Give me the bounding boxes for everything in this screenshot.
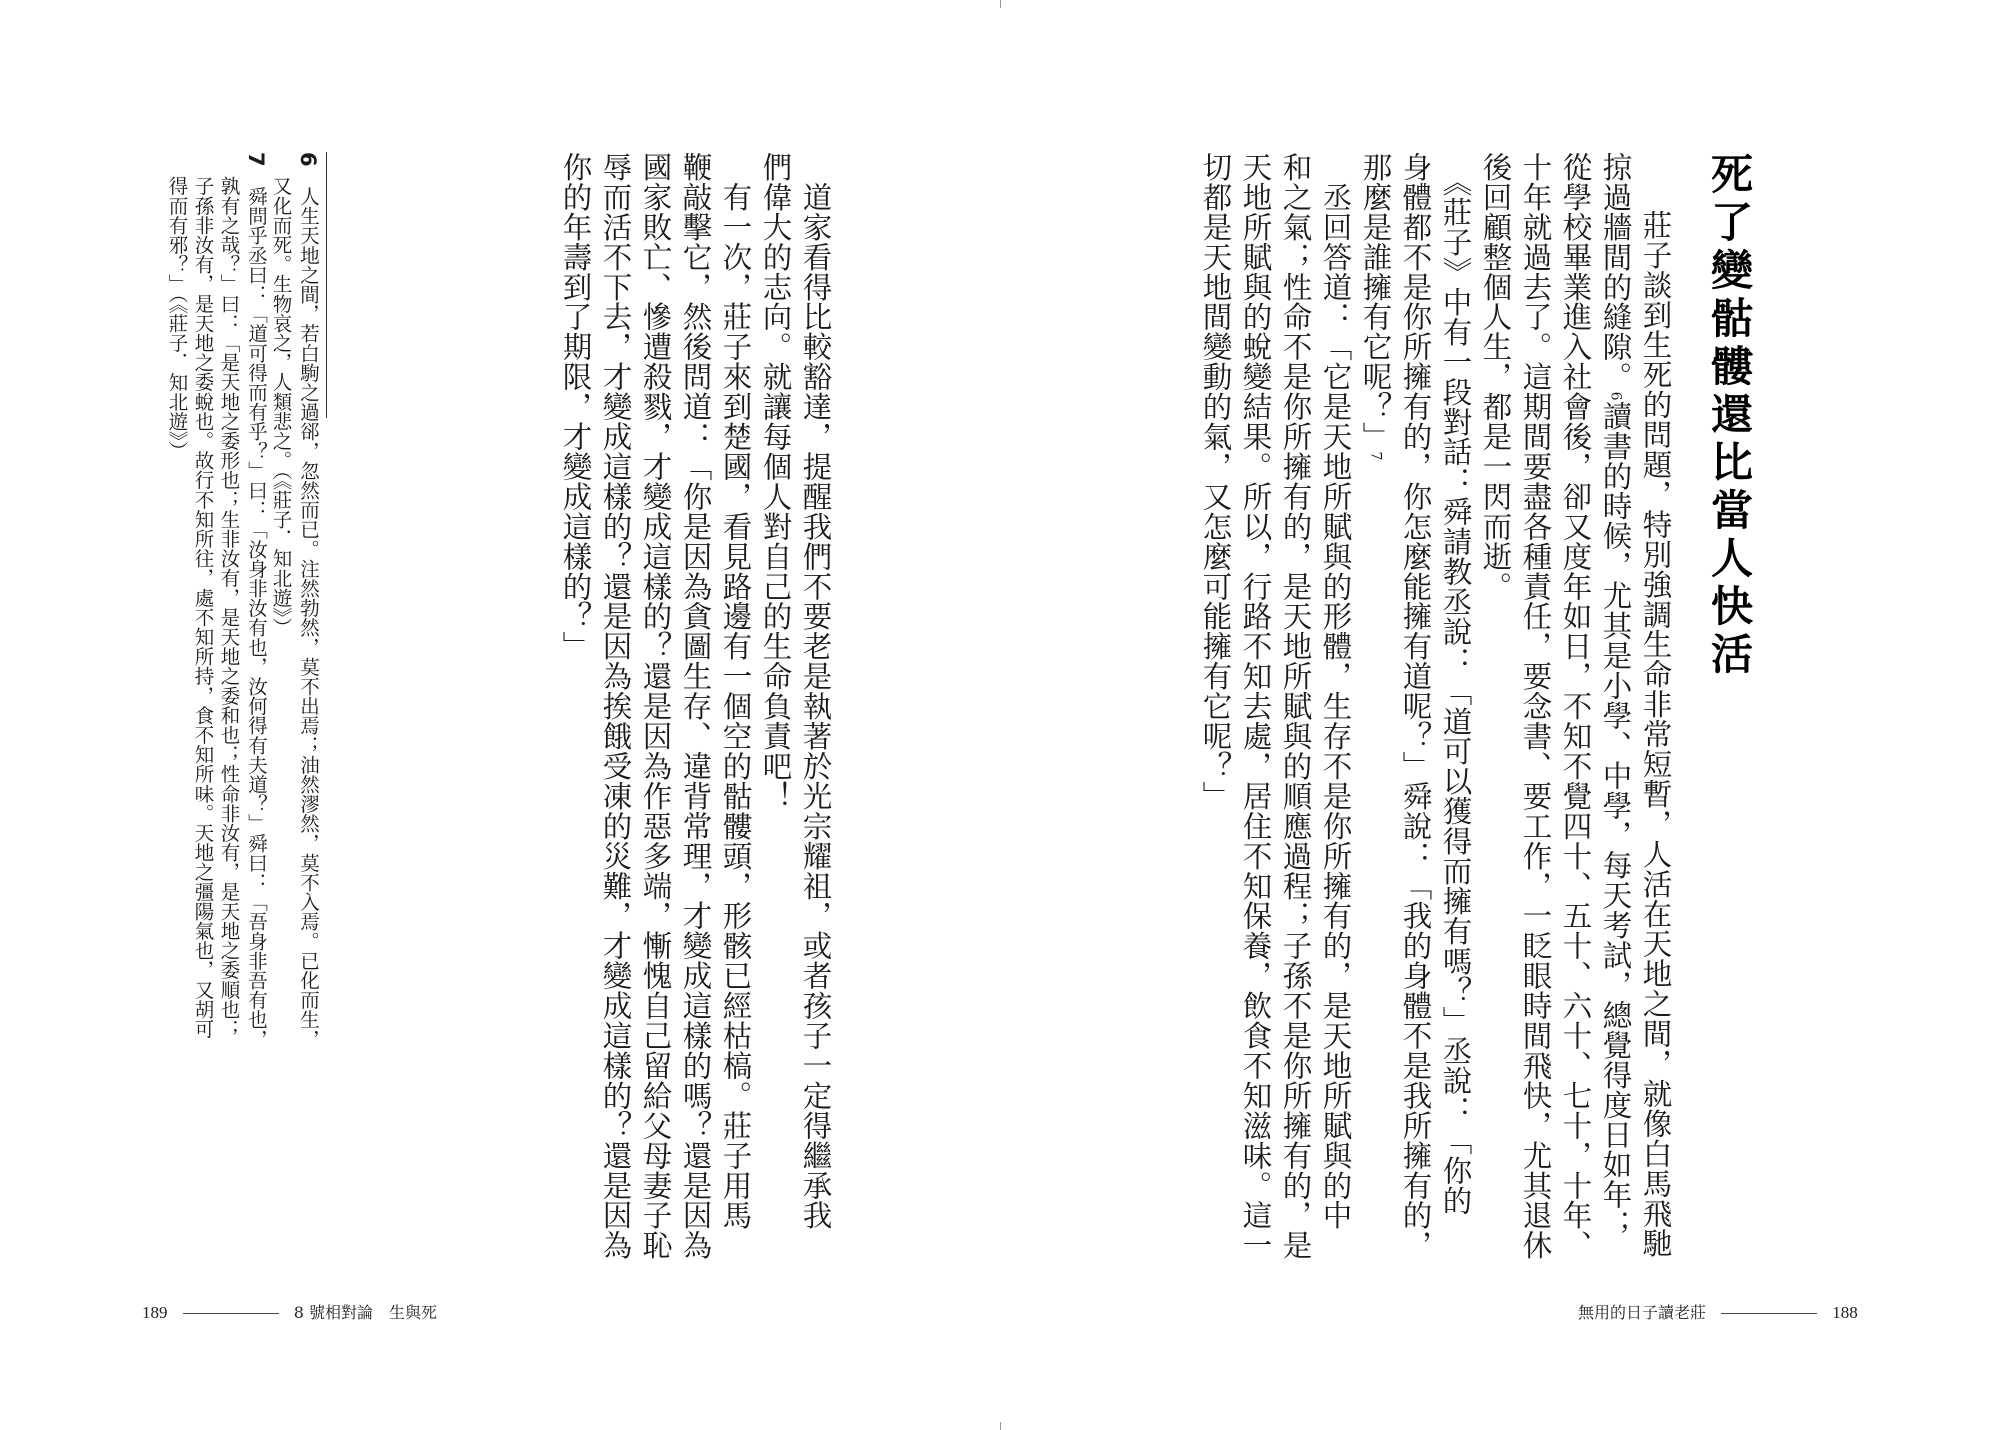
column-text: 掠過牆間的縫隙。 bbox=[1598, 152, 1633, 392]
right-body-column-1: 莊子談到生死的問題，特別強調生命非常短暫，人活在天地之間，就像白馬飛馳 bbox=[1638, 180, 1673, 1259]
left-body-column-1: 道家看得比較豁達，提醒我們不要老是執著於光宗耀祖，或者孩子一定得繼承我 bbox=[798, 152, 833, 1231]
right-body-column-4: 十年就過去了。這期間要盡各種責任，要念書、要工作，一眨眼時間飛快，尤其退休 bbox=[1518, 152, 1553, 1261]
right-body-column-6: 《莊子》中有一段對話：舜請教丞說：「道可以獲得而擁有嗎？」丞說：「你的 bbox=[1438, 152, 1473, 1216]
crop-mark-top bbox=[1000, 0, 1001, 8]
column-text-rest: 讀書的時候，尤其是小學、中學，每天考試，總覺得度日如年； bbox=[1598, 400, 1633, 1240]
footnote-7-line-2: 孰有之哉？」曰：「是天地之委形也；生非汝有，是天地之委和也；性命非汝有，是天地之委順也； bbox=[217, 176, 241, 1039]
right-body-column-10: 和之氣；性命不是你所擁有的，是天地所賦與的順應過程；子孫不是你所擁有的，是 bbox=[1278, 152, 1313, 1261]
right-body-column-12: 切都是天地間變動的氣，又怎麼可能擁有它呢？」 bbox=[1198, 152, 1233, 811]
right-body-column-5: 後回顧整個人生，都是一閃而逝。 bbox=[1478, 152, 1513, 602]
footnote-7-line-1 bbox=[245, 152, 266, 1049]
footnote-7-line-3: 子孫非汝有，是天地之委蛻也。故行不知所往，處不知所持，食不知所味。天地之彊陽氣也，又胡可 bbox=[191, 176, 215, 1039]
footnote-text: 舜問乎丞曰：「道可得而有乎？」曰：「汝身非汝有也，汝何得有夫道？」舜曰：「吾身非吾有也， bbox=[245, 186, 268, 1049]
footer-rule bbox=[183, 1313, 279, 1314]
footnote-7-line-4: 得而有邪？」（《莊子．知北遊》） bbox=[165, 176, 189, 461]
column-text: 那麼是誰擁有它呢？」 bbox=[1358, 152, 1393, 452]
right-body-column-9: 丞回答道：「它是天地所賦與的形體，生存不是你所擁有的，是天地所賦與的中 bbox=[1318, 152, 1353, 1231]
left-body-column-3: 有一次，莊子來到楚國，看見路邊有一個空的骷髏頭，形骸已經枯槁。莊子用馬 bbox=[718, 152, 753, 1231]
footnote-rule bbox=[326, 152, 327, 418]
left-body-column-7: 你的年壽到了期限，才變成這樣的？」 bbox=[558, 152, 593, 662]
chapter-section-title: 死了變骷髏還比當人快活 bbox=[1705, 152, 1754, 680]
note-ref-6: 6 bbox=[1607, 391, 1624, 401]
footer-rule bbox=[1721, 1313, 1817, 1314]
left-footer bbox=[142, 1300, 437, 1323]
right-body-column-3: 從學校畢業進入社會後，卻又度年如日，不知不覺四十、五十、六十、七十，十年、 bbox=[1558, 152, 1593, 1261]
footnote-number: 7 bbox=[244, 152, 268, 167]
running-head: 無用的日子讀老莊 bbox=[1578, 1303, 1707, 1322]
crop-mark-bottom bbox=[1000, 1422, 1001, 1430]
right-footer bbox=[1578, 1300, 1858, 1323]
right-body-column-7: 身體都不是你所擁有的，你怎麼能擁有道呢？」舜說：「我的身體不是我所擁有的， bbox=[1398, 152, 1433, 1261]
right-body-column-8 bbox=[1358, 152, 1393, 461]
note-ref-7: 7 bbox=[1367, 451, 1384, 461]
left-body-column-5: 國家敗亡、慘遭殺戮，才變成這樣的？還是因為作惡多端，慚愧自己留給父母妻子恥 bbox=[638, 152, 673, 1261]
left-body-column-4: 鞭敲擊它，然後問道：「你是因為貪圖生存、違背常理，才變成這樣的嗎？還是因為 bbox=[678, 152, 713, 1261]
running-head: 8 號相對論 生與死 bbox=[293, 1303, 437, 1322]
page-number: 189 bbox=[142, 1303, 168, 1322]
footnote-6-line-1 bbox=[297, 152, 318, 1049]
footnote-text: 人生天地之間，若白駒之過郤，忽然而已。注然勃然，莫不出焉；油然漻然，莫不入焉。已化而生， bbox=[297, 186, 320, 1049]
left-body-column-2: 們偉大的志向。就讓每個人對自己的生命負責吧！ bbox=[758, 152, 793, 811]
right-body-column-2 bbox=[1598, 152, 1633, 1240]
left-body-column-6: 辱而活不下去，才變成這樣的？還是因為挨餓受凍的災難，才變成這樣的？還是因為 bbox=[598, 152, 633, 1261]
footnote-6-line-2: 又化而死。生物哀之，人類悲之。（《莊子．知北遊》） bbox=[269, 176, 293, 637]
right-body-column-11: 天地所賦與的蛻變結果。所以，行路不知去處，居住不知保養，飲食不知滋味。這一 bbox=[1238, 152, 1273, 1261]
footnote-number: 6 bbox=[296, 152, 320, 167]
page-number: 188 bbox=[1832, 1303, 1858, 1322]
